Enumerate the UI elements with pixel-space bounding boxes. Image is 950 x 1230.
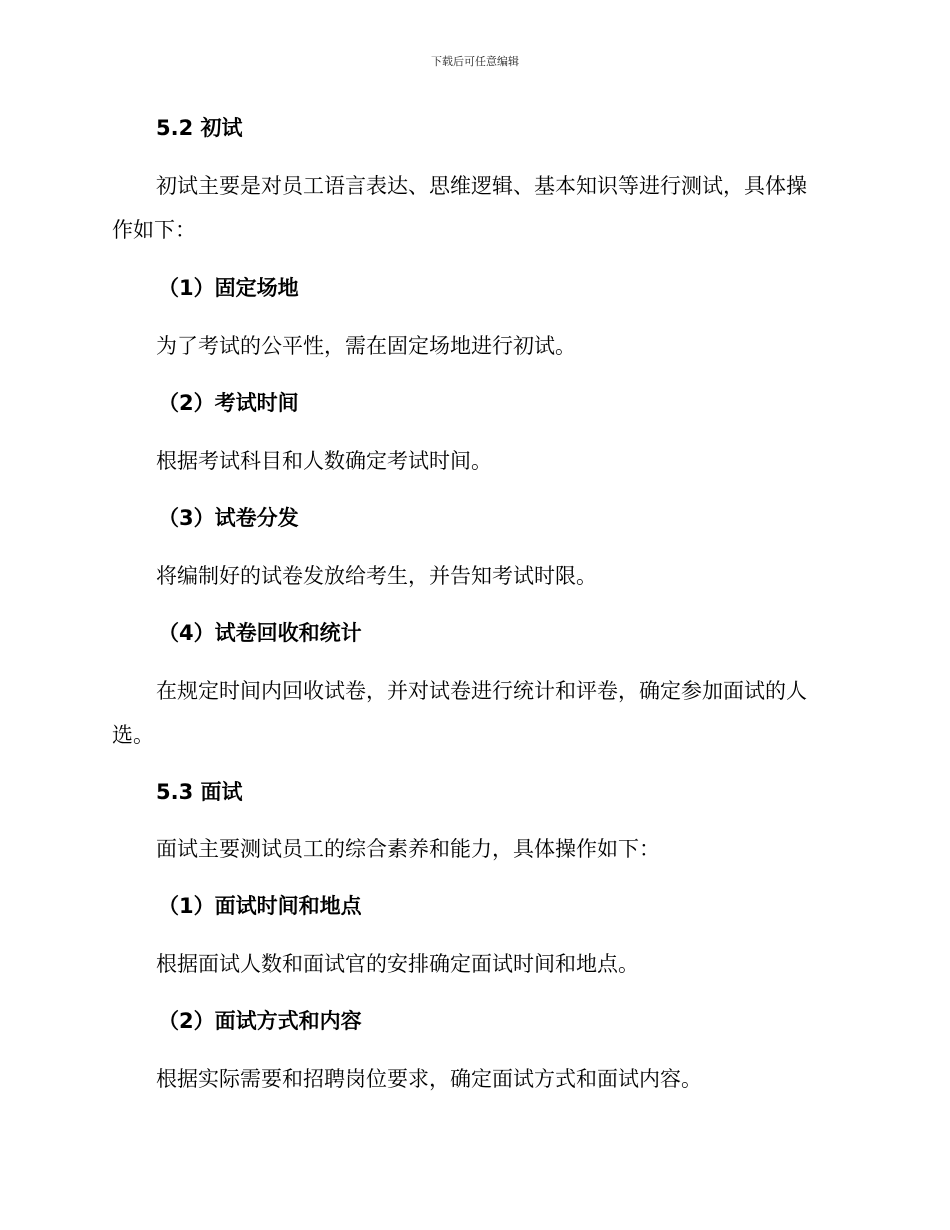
paragraph-line: 为了考试的公平性，需在固定场地进行初试。	[156, 334, 576, 358]
paragraph-line: 将编制好的试卷发放给考生，并告知考试时限。	[156, 564, 597, 588]
paragraph-line: 在规定时间内回收试卷，并对试卷进行统计和评卷，确定参加面试的人	[156, 679, 807, 703]
sub-heading: （1）固定场地	[158, 276, 299, 300]
sub-heading: （2）面试方式和内容	[158, 1009, 362, 1033]
paragraph-line: 作如下：	[112, 218, 196, 242]
sub-heading: （3）试卷分发	[158, 506, 299, 530]
sub-heading: （2）考试时间	[158, 391, 299, 415]
paragraph-line: 根据考试科目和人数确定考试时间。	[156, 449, 492, 473]
section-heading: 5.2 初试	[156, 116, 243, 140]
sub-heading: （4）试卷回收和统计	[158, 621, 362, 645]
paragraph-line: 面试主要测试员工的综合素养和能力，具体操作如下：	[156, 837, 660, 861]
paragraph-line: 根据面试人数和面试官的安排确定面试时间和地点。	[156, 952, 639, 976]
paragraph-line: 选。	[112, 723, 154, 747]
sub-heading: （1）面试时间和地点	[158, 894, 362, 918]
page-header: 下载后可任意编辑	[431, 55, 519, 68]
paragraph-line: 初试主要是对员工语言表达、思维逻辑、基本知识等进行测试，具体操	[156, 174, 807, 198]
paragraph-line: 根据实际需要和招聘岗位要求，确定面试方式和面试内容。	[156, 1067, 702, 1091]
section-heading: 5.3 面试	[156, 780, 243, 804]
